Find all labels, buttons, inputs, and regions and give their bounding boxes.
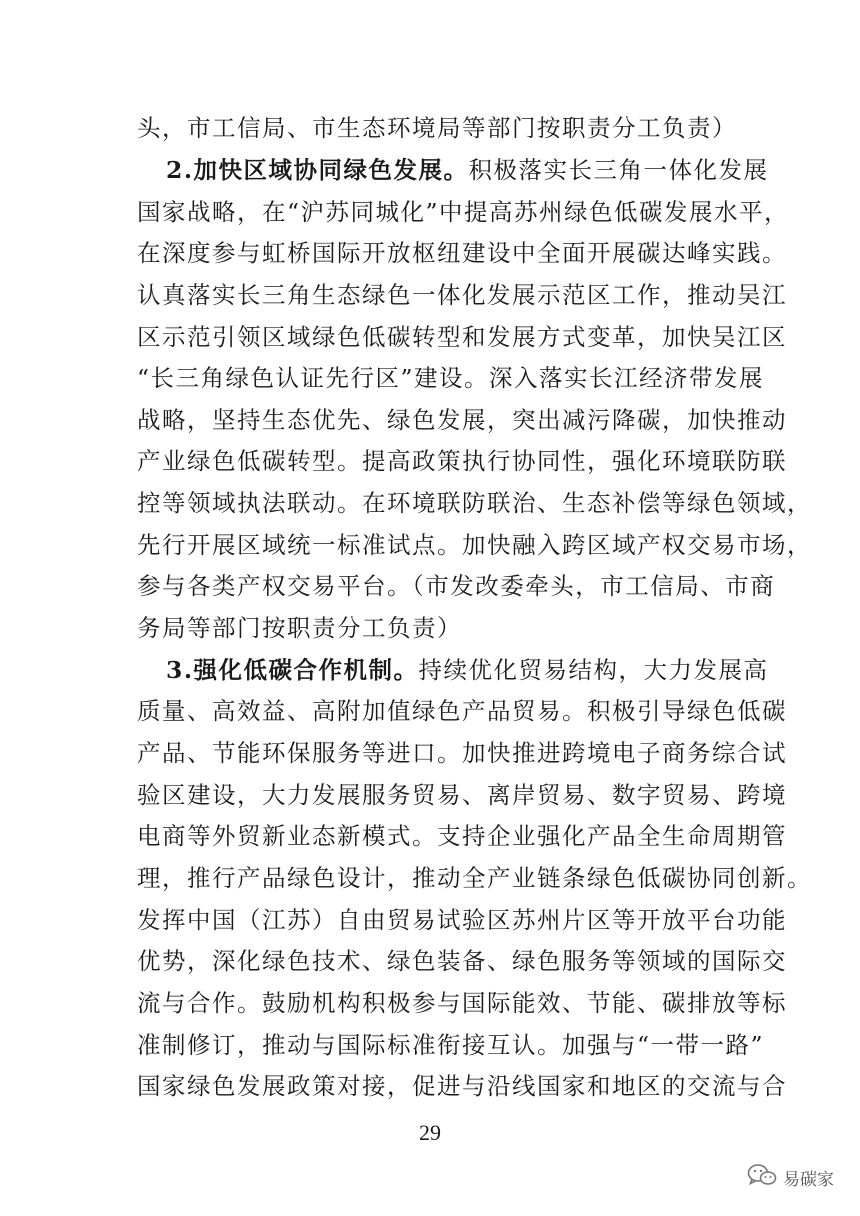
text-line: 产品、节能环保服务等进口。加快推进跨境电子商务综合试 [137, 739, 787, 767]
text-line: “长三角绿色认证先行区”建设。深入落实长江经济带发展 [137, 364, 765, 392]
text-line: 国家绿色发展政策对接，促进与沿线国家和地区的交流与合 [137, 1072, 787, 1100]
text-line: 在深度参与虹桥国际开放枢纽建设中全面开展碳达峰实践。 [137, 239, 787, 267]
text-line: 优势，深化绿色技术、绿色装备、绿色服务等领域的国际交 [137, 947, 787, 975]
page-number: 29 [419, 1120, 441, 1145]
section-heading-3: 3.强化低碳合作机制。 [166, 656, 419, 684]
text-line: 质量、高效益、高附加值绿色产品贸易。积极引导绿色低碳 [137, 697, 787, 725]
paragraph-2-first-line [166, 155, 769, 185]
text-line: 战略，坚持生态优先、绿色发展，突出减污降碳，加快推动 [137, 406, 787, 434]
watermark-text: 易碳家 [783, 1169, 834, 1190]
text-line: 控等领域执法联动。在环境联防联治、生态补偿等绿色领域， [137, 489, 812, 517]
text-line: 电商等外贸新业态新模式。支持企业强化产品全生命周期管 [137, 822, 787, 850]
section-heading-2: 2.加快区域协同绿色发展。 [166, 156, 469, 184]
text-line: 产业绿色低碳转型。提高政策执行协同性，强化环境联防联 [137, 447, 787, 475]
text-line: 理，推行产品绿色设计，推动全产业链条绿色低碳协同创新。 [137, 864, 812, 892]
text-line: 认真落实长三角生态绿色一体化发展示范区工作，推动吴江 [137, 281, 787, 309]
wechat-icon [747, 1163, 777, 1192]
paragraph-3-first-line [166, 655, 769, 685]
text-line: 验区建设，大力发展服务贸易、离岸贸易、数字贸易、跨境 [137, 781, 787, 809]
text-line: 务局等部门按职责分工负责） [137, 614, 462, 642]
text-line: 区示范引领区域绿色低碳转型和发展方式变革，加快吴江区 [137, 323, 787, 351]
text-run: 持续优化贸易结构，大力发展高 [418, 656, 769, 684]
watermark [747, 1164, 834, 1190]
text-line: 参与各类产权交易平台。（市发改委牵头，市工信局、市商 [137, 572, 776, 600]
text-run: 积极落实长三角一体化发展 [468, 156, 769, 184]
text-line: 国家战略，在“沪苏同城化”中提高苏州绿色低碳发展水平， [137, 198, 790, 226]
text-line: 先行开展区域统一标准试点。加快融入跨区域产权交易市场， [137, 531, 812, 559]
text-line: 流与合作。鼓励机构积极参与国际能效、节能、碳排放等标 [137, 989, 787, 1017]
text-line: 准制修订，推动与国际标准衔接互认。加强与“一带一路” [137, 1031, 765, 1059]
text-line: 头，市工信局、市生态环境局等部门按职责分工负责） [137, 114, 737, 142]
text-line: 发挥中国（江苏）自由贸易试验区苏州片区等开放平台功能 [137, 906, 787, 934]
